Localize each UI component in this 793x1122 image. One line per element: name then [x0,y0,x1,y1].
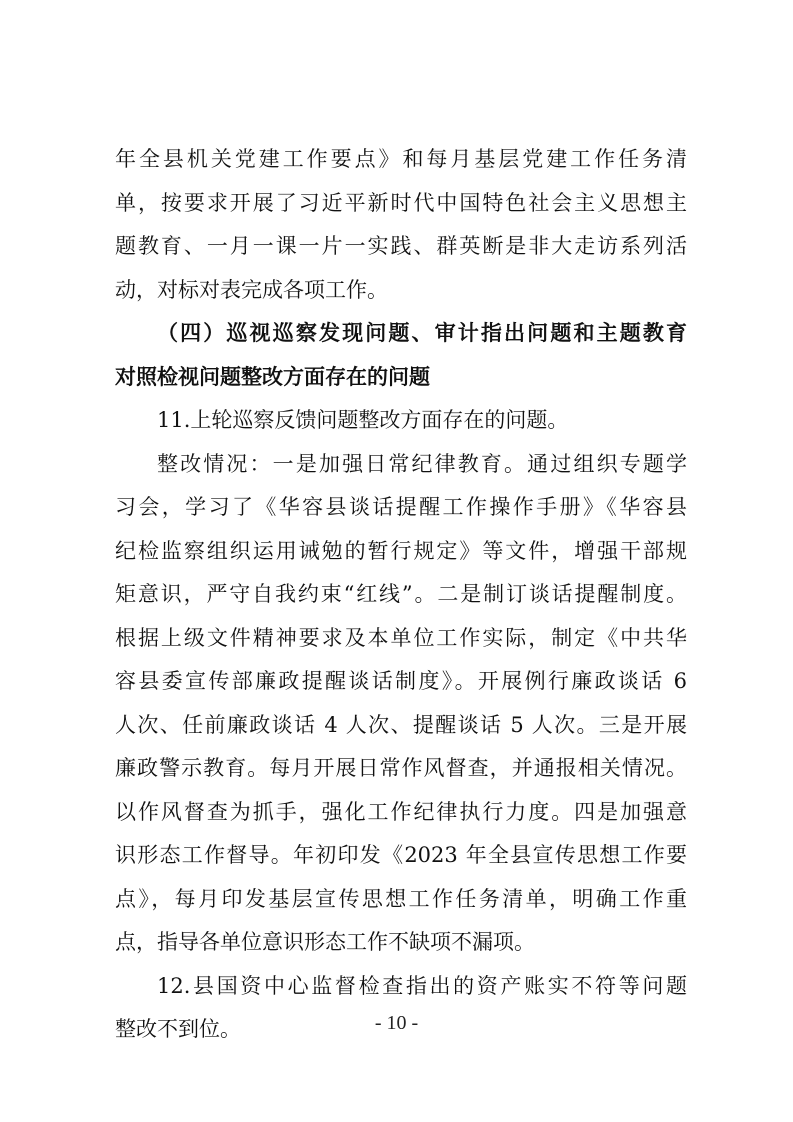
paragraph-line: 习会，学习了《华容县谈话提醒工作操作手册》《华容县 [115,495,687,519]
paragraph-line: 点，指导各单位意识形态工作不缺项不漏项。 [115,930,535,954]
paragraph-line: 识形态工作督导。年初印发《2023 年全县宣传思想工作要 [115,843,687,867]
page-number: - 10 - [374,1012,419,1034]
paragraph-line: 纪检监察组织运用诫勉的暂行规定》等文件，增强干部规 [115,538,687,563]
paragraph-line: 以作风督查为抓手，强化工作纪律执行力度。四是加强意 [115,799,687,824]
section-heading-line: （四）巡视巡察发现问题、审计指出问题和主题教育 [157,321,687,345]
paragraph-line: 题教育、一月一课一片一实践、群英断是非大走访系列活 [115,234,687,258]
paragraph-line: 人次、任前廉政谈话 4 人次、提醒谈话 5 人次。三是开展 [115,712,687,737]
paragraph-line: 廉政警示教育。每月开展日常作风督查，并通报相关情况。 [115,756,687,780]
paragraph-line: 动，对标对表完成各项工作。 [115,277,388,302]
section-heading-line: 对照检视问题整改方面存在的问题 [115,364,430,389]
paragraph-line: 根据上级文件精神要求及本单位工作实际，制定《中共华 [115,625,687,650]
paragraph-line: 12.县国资中心监督检查指出的资产账实不符等问题 [157,973,687,998]
paragraph-line: 年全县机关党建工作要点》和每月基层党建工作任务清 [115,147,687,171]
paragraph-line: 整改不到位。 [115,1017,241,1041]
paragraph-line: 单，按要求开展了习近平新时代中国特色社会主义思想主 [115,190,687,215]
document-body [115,138,687,1052]
paragraph-line: 点》，每月印发基层宣传思想工作任务清单，明确工作重 [115,886,687,911]
paragraph-line: 矩意识，严守自我约束“红线”。二是制订谈话提醒制度。 [115,582,687,606]
paragraph-line: 容县委宣传部廉政提醒谈话制度》。开展例行廉政谈话 6 [115,669,687,693]
paragraph-line: 11.上轮巡察反馈问题整改方面存在的问题。 [157,408,569,432]
paragraph-line: 整改情况：一是加强日常纪律教育。通过组织专题学 [157,451,687,476]
